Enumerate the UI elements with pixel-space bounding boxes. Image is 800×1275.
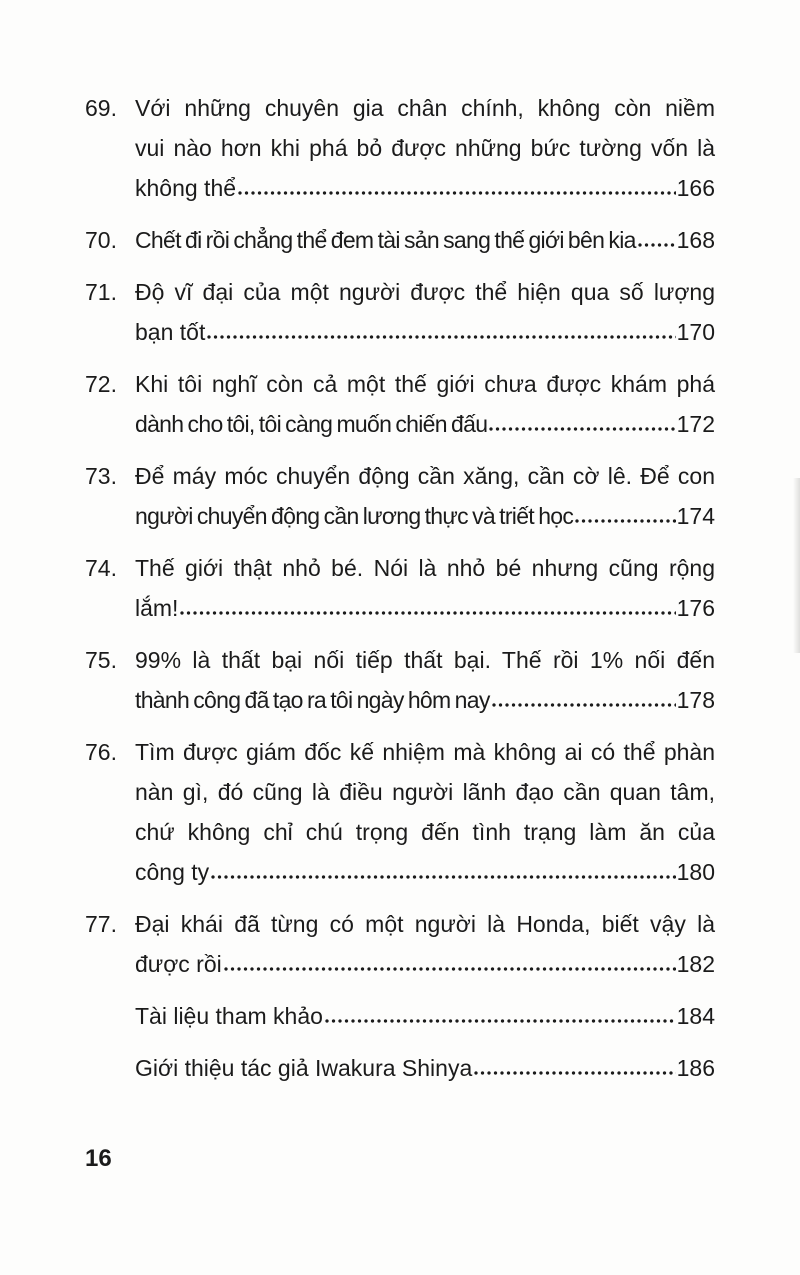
entry-last-line [135,680,715,720]
dot-leader [223,966,676,972]
entry-line: Độ vĩ đại của một người được thể hiện qua số lượng [135,279,715,305]
dot-leader [637,242,676,248]
entry-body [135,456,715,536]
entry-body [135,1048,715,1088]
entry-title-text: người chuyển động cần lương thực và triết học [135,503,574,529]
toc-entry-74 [85,548,715,628]
entry-body [135,88,715,208]
entry-page-number: 172 [676,411,715,437]
entry-number: 70. [85,227,117,253]
entry-number: 73. [85,463,117,489]
entry-line: Khi tôi nghĩ còn cả một thế giới chưa được khám phá [135,371,715,397]
entry-line: Tìm được giám đốc kế nhiệm mà không ai có thể phàn [135,739,715,765]
entry-last-line [135,852,715,892]
entry-body [135,548,715,628]
entry-last-line [135,168,715,208]
toc-entry-69 [85,88,715,208]
entry-body [135,996,715,1036]
entry-body [135,904,715,984]
entry-number [85,996,135,1036]
entry-title-text: bạn tốt [135,319,206,345]
entry-last-line [135,996,715,1036]
dot-leader [574,518,675,524]
entry-body [135,272,715,352]
entry-last-line [135,944,715,984]
toc-entry-72 [85,364,715,444]
entry-body [135,732,715,892]
toc-entry-70 [85,220,715,260]
entry-title-text: không thể [135,175,237,201]
entry-page-number: 174 [676,503,715,529]
entry-number [85,1048,135,1088]
toc-entry-73 [85,456,715,536]
entry-line: nàn gì, đó cũng là điều người lãnh đạo cần quan tâm, [135,779,715,805]
entry-number: 74. [85,555,117,581]
dot-leader [237,190,676,196]
entry-number: 76. [85,739,117,765]
entry-title-text: được rồi [135,951,222,977]
entry-line: 99% là thất bại nối tiếp thất bại. Thế rồi 1% nối đến [135,647,715,673]
entry-page-number: 182 [676,951,715,977]
dot-leader [206,334,675,340]
entry-last-line [135,220,715,260]
page-folio: 16 [85,1145,112,1172]
entry-number: 71. [85,279,117,305]
entry-page-number: 168 [676,227,715,253]
entry-last-line [135,404,715,444]
entry-last-line [135,312,715,352]
entry-page-number: 186 [676,1055,715,1081]
toc-entry-references [85,996,715,1036]
entry-number: 77. [85,911,117,937]
table-of-contents [85,88,715,1100]
entry-line: Thế giới thật nhỏ bé. Nói là nhỏ bé nhưng cũng rộng [135,555,715,581]
toc-entry-71 [85,272,715,352]
entry-title-text: công ty [135,859,210,885]
toc-entry-75 [85,640,715,720]
entry-body [135,364,715,444]
entry-title-text: lắm! [135,595,179,621]
dot-leader [473,1070,675,1076]
dot-leader [491,702,676,708]
entry-last-line [135,588,715,628]
entry-page-number: 166 [676,175,715,201]
entry-line: Để máy móc chuyển động cần xăng, cần cờ lê. Để con [135,463,715,489]
entry-line: Với những chuyên gia chân chính, không còn niềm [135,95,715,121]
entry-body [135,220,715,260]
entry-title-text: dành cho tôi, tôi càng muốn chiến đấu [135,411,488,437]
entry-line: vui nào hơn khi phá bỏ được những bức tường vốn là [135,135,715,161]
entry-page-number: 178 [676,687,715,713]
entry-line: Đại khái đã từng có một người là Honda, biết vậy là [135,911,715,937]
entry-page-number: 170 [676,319,715,345]
dot-leader [324,1018,676,1024]
entry-title-text: Tài liệu tham khảo [135,1003,323,1029]
entry-title-text: Chết đi rồi chẳng thể đem tài sản sang thế giới bên kia [135,227,636,253]
entry-title-text: Giới thiệu tác giả Iwakura Shinya [135,1055,473,1081]
scan-edge-shadow [793,478,800,653]
dot-leader [488,426,675,432]
dot-leader [210,874,675,880]
entry-number: 75. [85,647,117,673]
dot-leader [179,610,675,616]
toc-entry-77 [85,904,715,984]
entry-title-text: thành công đã tạo ra tôi ngày hôm nay [135,687,490,713]
entry-last-line [135,1048,715,1088]
entry-page-number: 184 [676,1003,715,1029]
toc-entry-author-intro [85,1048,715,1088]
entry-number: 69. [85,95,117,121]
entry-number: 72. [85,371,117,397]
entry-page-number: 180 [676,859,715,885]
toc-entry-76 [85,732,715,892]
entry-last-line [135,496,715,536]
entry-page-number: 176 [676,595,715,621]
entry-line: chứ không chỉ chú trọng đến tình trạng làm ăn của [135,819,715,845]
entry-body [135,640,715,720]
